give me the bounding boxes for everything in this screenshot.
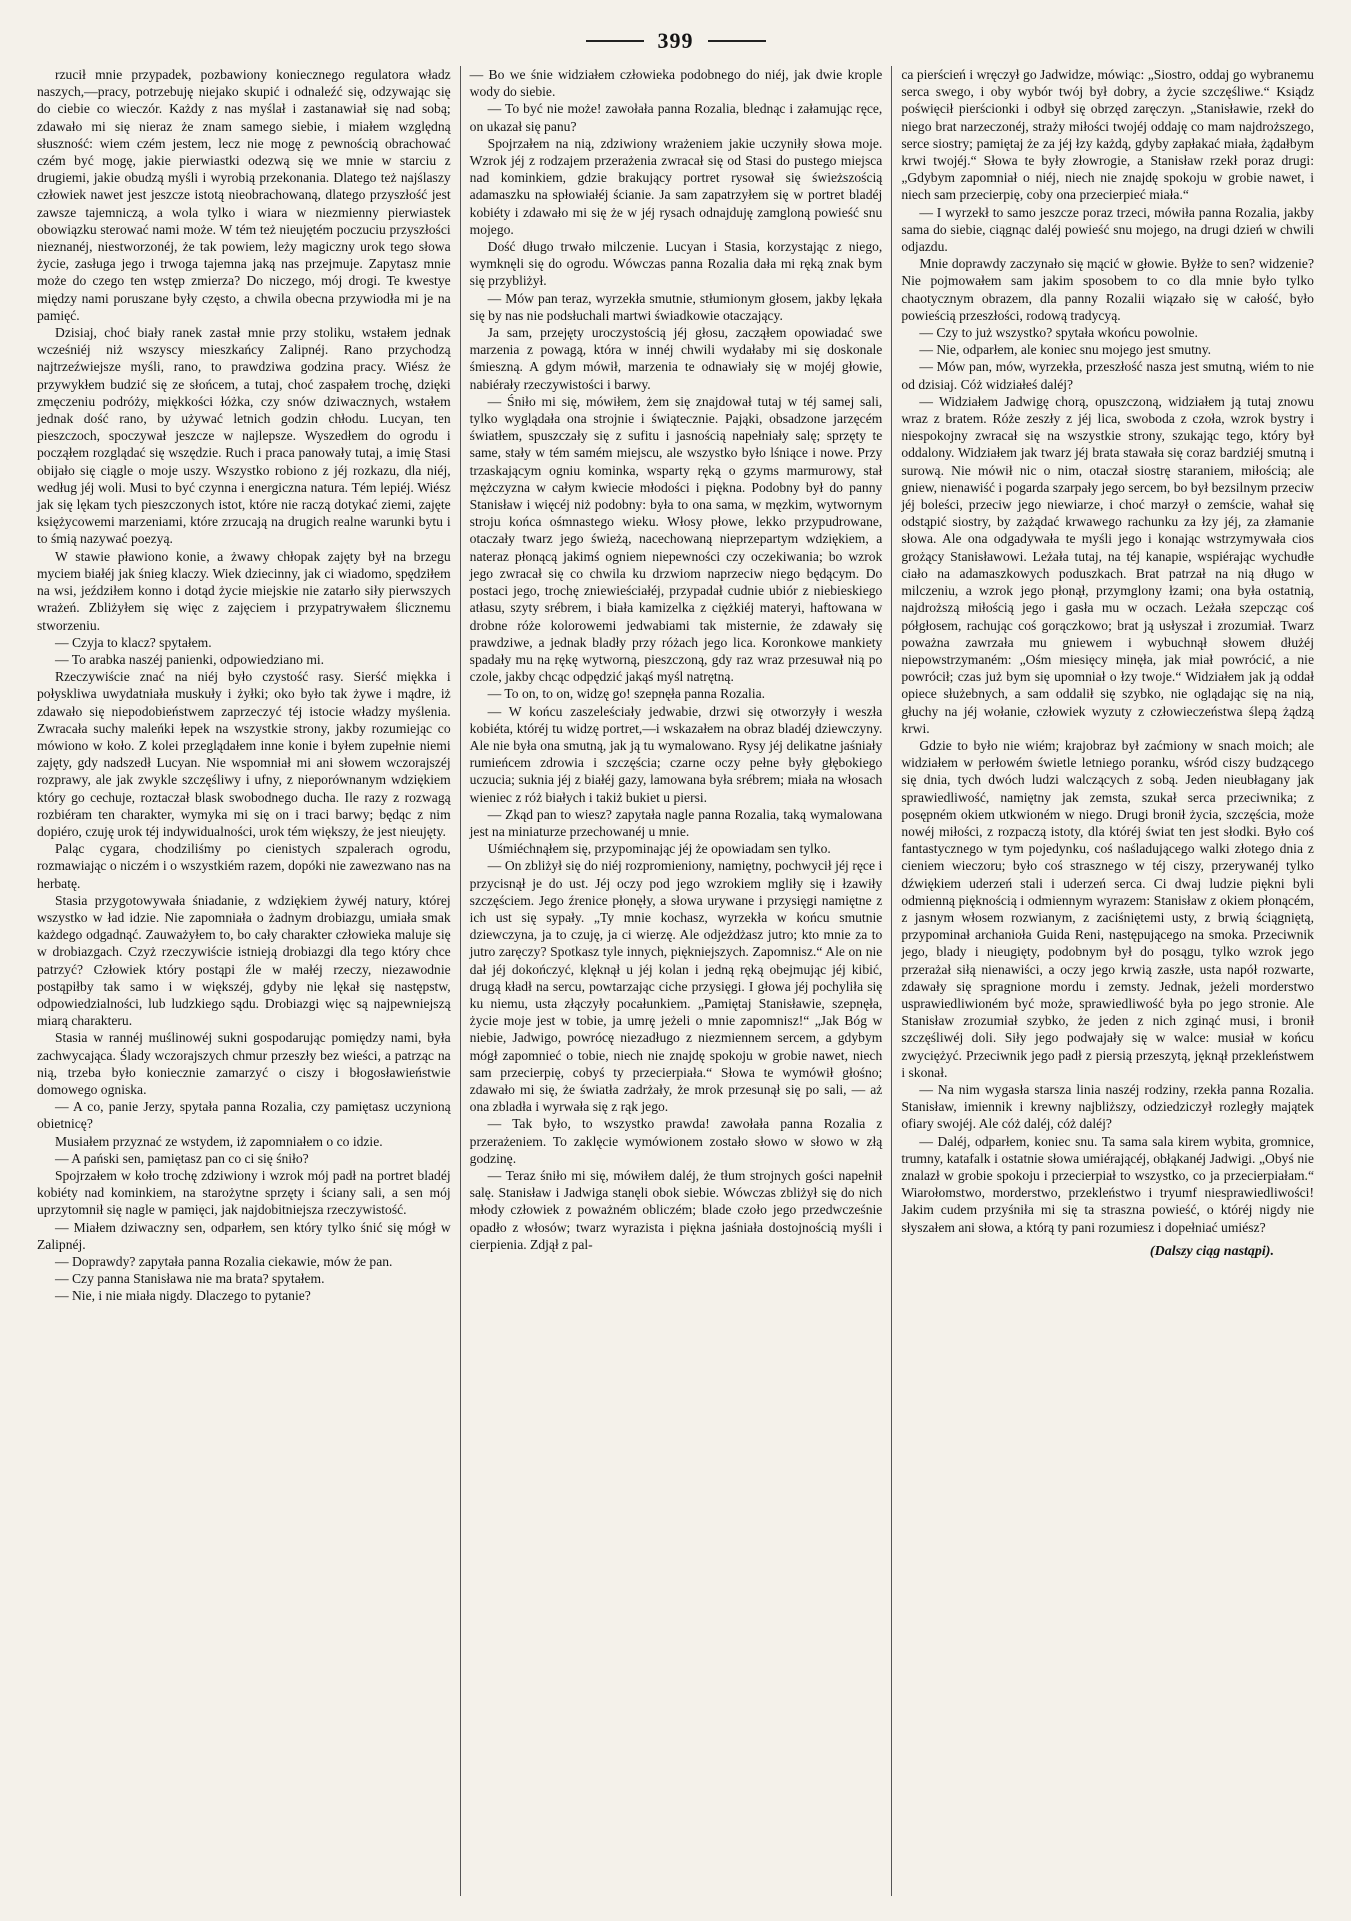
paragraph: — To on, to on, widzę go! szepnęła panna Rozalia.: [487, 686, 766, 702]
paragraph: — Daléj, odparłem, koniec snu. Ta sama sala kirem wybita, gromnice, trumny, katafalk i ostatnie słowa umiérającéj, obłąkanéj Jadwigi. „Obyś nie znalazł w grobie spokoju i przecierpiał to wszystko, co ja przecierpiałam.“ Wiarołomstwo, morderstwo, przekleństwo i tryumf niesprawiedliwości! Jakim cudem przyśniła mi się ta straszna powieść, o któréj nigdy nie słyszałem ani słowa, a którą ty pani rozumiesz i dopełniać umiész?: [901, 1133, 1314, 1235]
paragraph: Rzeczywiście znać na niéj było czystość rasy. Sierść miękka i połyskliwa uwydatniała muskuły i żyłki; oko było tak żywe i mądre, iż zdawało się niepodobieństwem zaprzeczyć téj istocie władzy myślenia. Zwracała suchy maleńki łepek na wszystkie strony, jakby rozumiejąc co mówiono w koło. Z kolei przeglądałem inne konie i byłem zupełnie niemi zajęty, gdy nadszedł Lucyan. Nie wspomniał mi ani słowem wczorajszéj rozprawy, ale jak zwykle szczęśliwy i ufny, z nieporównanym wdziękiem który go cechuje, roztaczał blask swobodnego ducha. Ile razy z rozwagą rozbiéram ten charakter, wymyka mi się on i traci barwy; będąc z nim dopiéro, czuję urok téj indywidualności, urok tém większy, że jest nieujęty.: [37, 669, 451, 839]
paragraph: — A pański sen, pamiętasz pan co ci się śniło?: [55, 1150, 309, 1166]
paragraph: — Czy to już wszystko? spytała wkońcu powolnie.: [919, 325, 1198, 341]
paragraph: — Mów pan teraz, wyrzekła smutnie, stłumionym głosem, jakby lękała się by nas nie podsłuchali martwi świadkowie otaczający.: [469, 290, 883, 323]
page-number: 399: [657, 28, 694, 53]
paragraph: Spojrzałem na nią, zdziwiony wrażeniem jakie uczyniły słowa moje. Wzrok jéj z rodzajem przerażenia zwracał się od Stasi do pustego miejsca nad kominkiem, gdzie brakujący portret rysował się świeższością adamaszku na spłowiałéj ścianie. Ja sam zapatrzyłem się w portret bladéj kobiéty i zdawało mi się że w jéj rysach odnajduję zamgloną powieść snu mojego.: [469, 135, 883, 237]
paragraph: Mnie doprawdy zaczynało się mącić w głowie. Byłże to sen? widzenie? Nie pojmowałem sam jakim sposobem to co dla mnie było tylko chaotycznym obrazem, dla panny Rozalii wiązało się w całość, było powieścią przeszłości, rodową tradycyą.: [901, 256, 1314, 323]
continued-note: (Dalszy ciąg nastąpi).: [1149, 1243, 1274, 1259]
paragraph: — Doprawdy? zapytała panna Rozalia ciekawie, mów że pan.: [55, 1254, 393, 1270]
page-header: [28, 20, 1323, 62]
paragraph: — On zbliżył się do niéj rozpromieniony, namiętny, pochwycił jéj ręce i przycisnął je do ust. Jéj oczy pod jego wzrokiem mgliły się i łzawiły szczęściem. Jego źrenice płonęły, a słowa urywane i przysięgi namiętne z ich ust się sypały. „Ty mnie kochasz, wyrzekła w końcu smutnie dziewczyna, ja to czuję, ja ci wierzę. Ale odjeżdżasz jutro; kto mnie za to jutro zaręczy? Spotkasz tyle innych, piękniejszych. Zapomnisz.“ Ale on nie dał jéj dokończyć, klęknął u jéj kolan i jedną ręką obejmując jéj kibić, drugą kładł na sercu, powtarzając ciche przysięgi. I głowa jéj pochyliła się ku niemu, usta złączyły pocałunkiem. „Pamiętaj Stanisławie, szepnęła, życie moje jest w tobie, ja umrę jeżeli o mnie zapomnisz!“ „Jak Bóg w niebie, Jadwigo, powrócę niezadługo z niezmiennem sercem, a gdybym mógł zapomnieć o tobie, niech nie znajdę spokoju w grobie nawet, niech sam przecierpię, cobyś ty przecierpiała.“ Słowa te wymówił głośno; zdawało mi się, że światła zadrżały, że mrok przesunął się po sali, — aż ona zbladła i wyrwała się z rąk jego.: [469, 858, 883, 1115]
paragraph: — Zkąd pan to wiesz? zapytała nagle panna Rozalia, taką wymalowana jest na miniaturze przechowanéj u mnie.: [469, 806, 883, 839]
paragraph: ca pierścień i wręczył go Jadwidze, mówiąc: „Siostro, oddaj go wybranemu serca swego, i oby wybór twój był dobry, a życie szczęśliwe.“ Ksiądz poświęcił pierścionki i odbył się obrzęd zaręczyn. „Stanisławie, rzekł do niego brat narzeczonéj, straży miłości twojéj oddaję co mam najdroższego, serce siostry; pamiętaj że za jéj łzy każdą, gdyby zapłakać miała, żądałbym krwi twojéj.“ Słowa te były złowrogie, a Stanisław rzekł poraz drugi: „Gdybym zapomniał o niéj, niech nie znajdę spokoju w grobie nawet, i niech sam przecierpię, coby ona przecierpieć miała.“: [901, 67, 1314, 203]
paragraph: Dzisiaj, choć biały ranek zastał mnie przy stoliku, wstałem jednak wcześniéj niż wszyscy mieszkańcy Zalipnéj. Rano przychodzą najtrzeźwiejsze myśli, rano, to prawdziwa godzina pracy. Wiész że przywykłem budzić się ze słońcem, a tutaj, choć zaspałem trochę, dzięki zmęczeniu podróży, miękkości łóżka, czy snów dziwacznych, wstałem jednak dość rano, by używać letnich godzin chłodu. Lucyan, ten pieszczoch, spoczywał jeszcze w najlepsze. Wyszedłem do ogrodu i począłem rozglądać się wszędzie. Ruch i praca panowały tutaj, a imię Stasi obijało się ciągle o moje uszy. Wszystko robiono z jéj rozkazu, dla niéj, według jéj woli. Musi to być czynna i energiczna natura. Tém lepiéj. Wiész jak się lękam tych pieszczonych istot, które nie raczą dotykać ziemi, zajęte księżycowemi marzeniami, które zrzucają na drugich realne warunki bytu i to śmią nazywać poezyą.: [37, 325, 451, 547]
paragraph: Paląc cygara, chodziliśmy po cienistych szpalerach ogrodu, rozmawiając o niczém i o wszystkiém razem, dopóki nie zawezwano nas na herbatę.: [37, 841, 451, 891]
paragraph: rzucił mnie przypadek, pozbawiony koniecznego regulatora władz naszych,—pracy, potrzebuję niejako skupić i odnaleźć się, odzywając się do ciebie co wieczór. Każdy z nas myślał i zastanawiał się nad sobą; zdawało mi się nieraz że znam samego siebie, i miałem względną słuszność: wiem czém jestem, lecz nie mogę z pewnością obrachować czém być mogę, jakie pierwiastki odezwą się we mnie w starciu z drugiemi, jakie obudzą myśli i wyrobią przekonania. Dlatego też najślaszy człowiek nawet jest jeszcze istotą nieobrachowaną, dlatego przyszłość jest zawsze tajemniczą, a wola tylko i wiara w niezmienny pierwiastek obowiązku sterować nami może. W tém też nieujętém poczuciu przyszłości nieznanéj, niestworzonéj, że tak powiem, leży magiczny urok tego słowa życie, zasługa jego i trwoga tajemna jaką nas przejmuje. Zapytasz mnie może do czego ten wstęp zmierza? Do niczego, mój drogi. Te kwestye między nami poruszane były często, a chwila obecna przywiodła mi je na pamięć.: [37, 67, 451, 323]
paragraph: — Czy panna Stanisława nie ma brata? spytałem.: [55, 1271, 325, 1287]
paragraph: Musiałem przyznać ze wstydem, iż zapomniałem o co idzie.: [55, 1133, 383, 1149]
paragraph: — Teraz śniło mi się, mówiłem daléj, że tłum strojnych gości napełnił salę. Stanisław i Jadwiga stanęli obok siebie. Wówczas zbliżył się do nich młody człowiek z poważném obliczém; blade czoło jego przedwcześnie opadło z włosów; twarz wyrazista i piękna jaśniała dostojnością myśli i cierpienia. Zdjął z pal-: [469, 1168, 883, 1252]
paragraph: — Tak było, to wszystko prawda! zawołała panna Rozalia z przerażeniem. To zaklęcie wymówionem zostało słowo w słowo w złą godzinę.: [469, 1116, 883, 1166]
paragraph: — Widziałem Jadwigę chorą, opuszczoną, widziałem ją tutaj znowu wraz z bratem. Róże zeszły z jéj lica, swoboda z czoła, wzrok bystry i niespokojny zwracał się na wszystkie strony, szukając tego, który był oddalony. Widziałem jak twarz jéj brata stawała się coraz bardziéj smutną i surową. Nie mówił nic o nim, otaczał siostrę staraniem, miłością; ale gniew, nienawiść i pogarda szarpały jego sercem, bo był bezsilnym przeciw jéj boleści, przeciw jego niewiarze, i choć marzył o zemście, wahał się odstąpić siostry, by zażądać krwawego rachunku za łzy jéj, za złamanie słowa. Ale ona odgadywała te myśli jego i konając wstrzymywała cios grożący Stanisławowi. Leżała tutaj, na téj kanapie, wspiérając wychudłe ciało na adamaszkowych poduszkach. Brat patrzał na nią długo w milczeniu, a wzrok jego płonął, przymglony łzami; ona była ostatnią, najdroższą miłością jego i gasła mu w oczach. Leżała szepcząc coś półgłosem, rachując coś gorączkowo; brat ją usłyszał i zrozumiał. Twarz poważna zawrzała mu gniewem i wybuchnął słowem dłużéj niepowstrzymaném: „Ośm miesięcy minęła, jak miał powrócić, a nie powrócił; czas już bym się upomniał o łzy twoje.“ Widziałem jak ją oddał opiece służebnych, a sam oddalił się szybko, nie oglądając się na nią, głuchy na jéj wołanie, człowiek wyzuty z człowieczeństwa ślepą żądzą krwi.: [901, 393, 1314, 736]
paragraph: Dość długo trwało milczenie. Lucyan i Stasia, korzystając z niego, wymknęli się do ogrodu. Wówczas panna Rozalia dała mi ręką znak bym się przybliżył.: [469, 239, 883, 289]
paragraph: W stawie pławiono konie, a żwawy chłopak zajęty był na brzegu myciem białéj jak śnieg klaczy. Wiek dziecinny, jak ci wiadomo, spędziłem na wsi, jeździłem konno i dotąd życie miejskie nie zatarło siły pierwszych wrażeń. Zbliżyłem się więc z zajęciem i przypatrywałem ślicznemu stworzeniu.: [37, 548, 451, 633]
column-1: [28, 66, 460, 1896]
paragraph: Stasia w rannéj muślinowéj sukni gospodarując pomiędzy nami, była zachwycająca. Ślady wczorajszych chmur przeszły bez wieści, a patrząc na nią, trzeba było koniecznie zamarzyć o ciszy i błogosławieństwie domowego ogniska.: [37, 1030, 451, 1097]
text-columns: [28, 66, 1323, 1896]
paragraph: — Mów pan, mów, wyrzekła, przeszłość nasza jest smutną, wiém to nie od dzisiaj. Cóż widziałeś daléj?: [901, 359, 1314, 392]
column-3-body: [901, 66, 1314, 1236]
paragraph: — Miałem dziwaczny sen, odparłem, sen który tylko śnić się mógł w Zalipnéj.: [37, 1219, 451, 1252]
paragraph: Uśmiéchnąłem się, przypominając jéj że opowiadam sen tylko.: [487, 841, 831, 857]
paragraph: Ja sam, przejęty uroczystością jéj głosu, zacząłem opowiadać swe marzenia z powagą, która w innéj chwili wydałaby mi się doskonale śmieszną. A gdym mówił, marzenia te odnawiały się w mojéj głowie, nabiérały rzeczywistości i barwy.: [469, 325, 883, 392]
paragraph: — Śniło mi się, mówiłem, żem się znajdował tutaj w téj samej sali, tylko wyglądała ona strojnie i świątecznie. Pająki, obsadzone jarzęcém światłem, spuszczały się z sufitu i jasnością napełniały salę; sprzęty te same, stały w tém samém miejscu, ale wszystko było lśniące i nowe. Przy trzaskającym ogniu kominka, wsparty ręką o gzyms marmurowy, stał mężczyzna w całym kwiecie młodości i piękna. Podobny był do panny Stanisław i więcéj niż podobny: była to ona sama, w męzkim, wytwornym stroju końca ośmnastego wieku. Włosy płowe, lekko przypudrowane, otaczały twarz jego świeżą, nacechowaną nieprzepartym wdziękiem, a nateraz płonącą jakimś ogniem niepewności czy oczekiwania; bo wzrok jego zwracał się co chwila ku drzwiom naprzeciw niego będącym. Do postaci jego, trochę zniewieściałéj, przypadał cudnie ubiór z niebieskiego atłasu, szyty srébrem, i biała kamizelka z ciężkiéj materyi, haftowana w drobne róże kolorowemi jedwabiami tak misternie, że zdawały się prawdziwe, a jednak bladły przy różach jego lica. Koronkowe mankiety spadały mu na rękę wytworną, pieszczoną, gdy raz wraz przesuwał nią po czole, jakby chcąc odpędzić jakąś myśl natrętną.: [469, 393, 883, 685]
paragraph: Spojrzałem w koło trochę zdziwiony i wzrok mój padł na portret bladéj kobiéty nad kominkiem, na starożytne sprzęty i ściany sali, a sen mój uprzytomnił się nagle w pamięci, jak najdobitniejsza rzeczywistość.: [37, 1168, 451, 1218]
column-2: [460, 66, 892, 1896]
paragraph: — W końcu zaszeleściały jedwabie, drzwi się otworzyły i weszła kobiéta, któréj tu widzę portret,—i wskazałem na obraz bladéj dziewczyny. Ale nie była ona smutną, jak ją tu wymalowano. Rysy jéj delikatne jaśniały rumieńcem zdrowia i szczęścia; czarne oczy pełne były głębokiego uczucia; suknia jéj z białéj gazy, lamowana była srébrem; miała na włosach wieniec z róż białych i takiż bukiet u piersi.: [469, 703, 883, 805]
paragraph: — Czyja to klacz? spytałem.: [55, 634, 212, 650]
paragraph: Stasia przygotowywała śniadanie, z wdziękiem żywéj natury, której wszystko w ład idzie. Nie zapomniała o żadnym drobiazgu, umiała smak każdego odgadnąć. Zauważyłem to, bo cały charakter człowieka maluje się w drobiazgach. Czyż rzeczywiście istnieją drobiazgi dla tego który chce patrzyć? Człowiek który postąpi źle w małéj rzeczy, niezawodnie postąpiłby tak samo i w większéj, gdyby nie lękał się następstw, odpowiedzialności, lub ludzkiego sądu. Drobiazgi więc są najpewniejszą miarą charakteru.: [37, 892, 451, 1029]
header-rule-right: [708, 40, 766, 42]
paragraph: — To arabka naszéj panienki, odpowiedziano mi.: [55, 651, 325, 667]
paragraph: — I wyrzekł to samo jeszcze poraz trzeci, mówiła panna Rozalia, jakby sama do siebie, ciągnąc daléj powieść snu mojego, na drugi dzień w chwili odjazdu.: [901, 204, 1314, 255]
paragraph: — A co, panie Jerzy, spytała panna Rozalia, czy pamiętasz uczynioną obietnicę?: [37, 1099, 451, 1132]
paragraph: Gdzie to było nie wiém; krajobraz był zaćmiony w snach moich; ale widziałem w perłowém świetle letniego poranku, wśród ciszy budzącego się dnia, tych dwóch ludzi walczących z sobą. Jeden nieubłagany jak sprawiedliwość, namiętny jak zemsta, szukał serca przeciwnika; z posępném okiem utkwioném w niego. Drugi bronił życia, szczęścia, może nowéj miłości, z rozpaczą istoty, dla któréj świat ten jest słodki. Było coś fantastycznego w tym pojedynku, coś naśladującego walki złotego dnia z cieniem wieczoru; było coś strasznego w téj ciszy, przerywanéj tylko dźwiękiem uderzeń stali i uderzeń serca. Ci dwaj ludzie piękni byli odmienną pięknością i odmiennym wyrazem: Stanisław z okiem płonącém, z jasnym włosem rozwianym, z zaciśniętemi usty, z brwią ściągniętą, przypominał archanioła Guida Reni, następującego na smoka. Przeciwnik jego, blady i nieugięty, podobnym był do posągu, tylko wzrok jego przerażał siłą nienawiści, a oczy jego krwią zaszłe, usta napół rozwarte, zdawały się spragnione mordu i zemsty. Jednak, jeżeli morderstwo usprawiedliwioném być może, sprawiedliwość była po jego stronie. Ale Stanisław zrozumiał szybko, że jeden z nich zginąć musi, i bronił szczęśliwéj doli. Siły jego podwajały się w walce: musiał w końcu zwyciężyć. Przeciwnik jego padł z piersią przeszytą, jęknął przekleństwem i skonał.: [901, 737, 1314, 1080]
paragraph: — Nie, odparłem, ale koniec snu mojego jest smutny.: [919, 342, 1212, 358]
paragraph: — Na nim wygasła starsza linia naszéj rodziny, rzekła panna Rozalia. Stanisław, imiennik i krewny najbliższy, odziedziczył rozległy majątek ofiary swojéj. Ale cóż daléj, cóż daléj?: [901, 1081, 1314, 1132]
paragraph: — Bo we śnie widziałem człowieka podobnego do niéj, jak dwie krople wody do siebie.: [469, 67, 883, 100]
paragraph: — Nie, i nie miała nigdy. Dlaczego to pytanie?: [55, 1288, 311, 1304]
column-3: [891, 66, 1323, 1896]
paragraph: — To być nie może! zawołała panna Rozalia, blednąc i załamując ręce, on ukazał się panu?: [469, 101, 883, 134]
header-rule-left: [586, 40, 644, 42]
